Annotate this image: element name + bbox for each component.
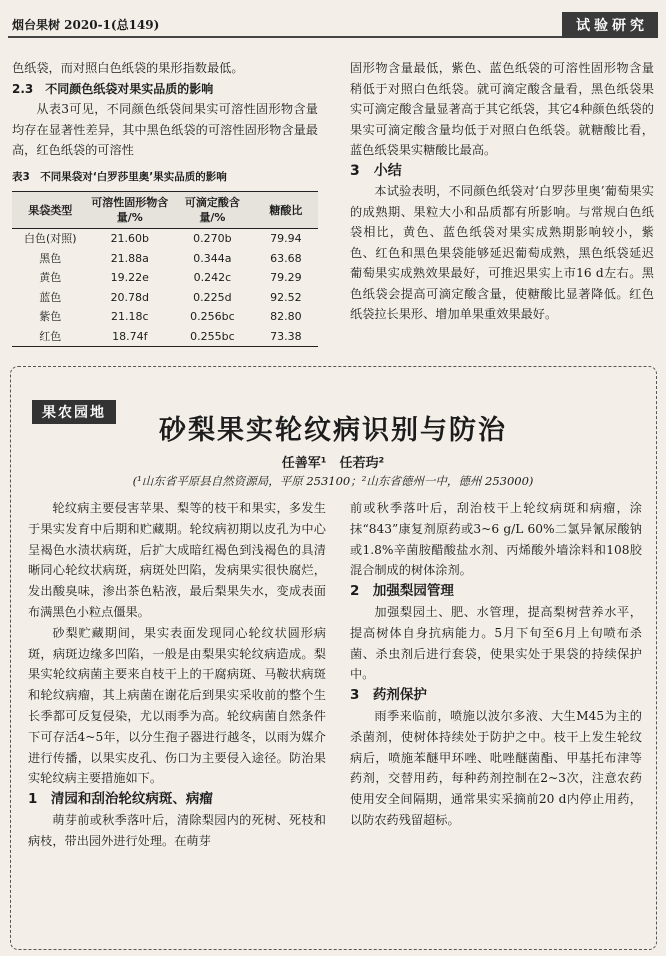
table-cell: 21.60b — [110, 232, 150, 245]
section-label: 试验研究 — [562, 12, 658, 38]
article-title: 砂梨果实轮纹病识别与防治 — [159, 415, 507, 446]
paragraph: 萌芽前或秋季落叶后，清除梨园内的死树、死枝和病枝，带出园外进行处理。在萌芽 — [28, 812, 326, 848]
table-cell: 21.18c — [111, 310, 149, 323]
table-cell: 黄色 — [39, 271, 62, 284]
column-tag: 果农园地 — [32, 400, 116, 424]
table-cell: 73.38 — [254, 327, 318, 347]
table-caption: 表3 不同果袋对‘白罗莎里奥’果实品质的影响 — [12, 170, 227, 183]
table-cell: 82.80 — [270, 310, 302, 323]
section-heading-2-3: 2.3 不同颜色纸袋对果实品质的影响 — [12, 81, 214, 96]
paragraph: 砂梨贮藏期间，果实表面发现同心轮纹状圆形病斑，病斑边缘多凹陷，一般是由梨果实轮纹病造成。梨果实轮纹病菌主要来自枝干上的干腐病斑、马鞍状病斑和轮纹病瘤，其上病菌在谢花后到果实采收前的整个生长季都可反复侵染，尤以雨季为高。轮纹病菌自然条件下可存活4~5年，以分生孢子器进行越冬，以雨为媒介进行传播，以果实皮孔、伤口为主要侵入途径。防治果实轮纹病主要措施如下。 — [28, 625, 326, 786]
page-header — [8, 12, 658, 38]
table-cell: 0.255bc — [171, 327, 254, 347]
table-cell: 红色 — [12, 327, 89, 347]
table-row — [12, 288, 318, 308]
paragraph: 加强梨园土、肥、水管理，提高梨树营养水平，提高树体自身抗病能力。5月下旬至6月上旬喷布杀菌、杀虫剂后进行套袋，使果实处于果袋的持续保护中。 — [350, 604, 642, 682]
section-heading-3b: 3 药剂保护 — [350, 687, 427, 704]
article-affiliation: (¹山东省平原县自然资源局，平原 253100；²山东省德州一中，德州 253000) — [132, 474, 534, 488]
table-cell: 0.242c — [193, 271, 232, 284]
paragraph: 前或秋季落叶后，刮治枝干上轮纹病斑和病瘤，涂抹“843”康复剂原药或3~6 g/L 60%二氯异氰尿酸钠或1.8%辛菌胺醋酸盐水剂、丙烯酸外墙涂料和108胶混合制成的树体涂剂。 — [350, 501, 642, 578]
table-cell: 19.22e — [110, 271, 149, 284]
section-heading-3: 3 小结 — [350, 162, 402, 179]
paragraph: 固形物含量最低，紫色、蓝色纸袋的可溶性固形物含量稍低于对照白色纸袋。就可滴定酸含量看，黑色纸袋果实可滴定酸含量显著高于其它纸袋，其它4种颜色纸袋的果实可滴定酸含量均低于对照白色纸袋。就糖酸比看，蓝色纸袋果实糖酸比最高。 — [350, 61, 654, 157]
table-cell: 黑色 — [39, 251, 62, 265]
table-cell: 20.78d — [110, 290, 150, 304]
table-cell: 紫色 — [39, 310, 62, 323]
table-row — [12, 268, 318, 288]
table-row — [12, 229, 318, 249]
table-cell: 92.52 — [270, 290, 302, 304]
table-cell: 白色(对照) — [23, 232, 77, 245]
top-right-column — [350, 58, 654, 325]
paragraph: 轮纹病主要侵害苹果、梨等的枝干和果实，多发生于果实发育中后期和贮藏期。轮纹病初期以皮孔为中心呈褐色水渍状病斑，后扩大成暗红褐色到浅褐色的具清晰同心轮纹状病斑，病斑处凹陷，发病果实很快腐烂，发出酸臭味，渗出茶色粘液，最后梨果失水，变成表面布满黑色小粒点僵果。 — [28, 501, 326, 619]
fruit-quality-table — [12, 191, 318, 347]
top-left-column — [12, 58, 318, 347]
section-heading-2: 2 加强梨园管理 — [350, 583, 454, 600]
table-row — [12, 249, 318, 269]
table-cell: 0.256bc — [190, 310, 235, 323]
table-cell: 0.225d — [193, 290, 232, 304]
paragraph: 雨季来临前，喷施以波尔多液、大生M45为主的杀菌剂，使树体持续处于防护之中。枝干上发生轮纹病后，喷施苯醚甲环唑、吡唑醚菌酯、甲基托布津等药剂，交替用药，每种药剂控制在2~3次，注意农药使用安全间隔期，通常果实采摘前20 d内停止用药，以防农药残留超标。 — [350, 708, 642, 827]
journal-name: 烟台果树 2020-1(总149) — [12, 18, 160, 32]
table-header-row — [12, 192, 318, 229]
table-cell: 63.68 — [270, 251, 302, 265]
table-row — [12, 327, 318, 347]
table-cell: 0.344a — [193, 251, 232, 265]
table-row — [12, 307, 318, 327]
table-header: 果袋类型 — [12, 192, 89, 229]
paragraph: 色纸袋，而对照白色纸袋的果形指数最低。 — [12, 61, 244, 75]
table-cell: 79.29 — [270, 271, 302, 284]
table-cell: 79.94 — [270, 232, 302, 245]
paragraph: 本试验表明，不同颜色纸袋对‘白罗莎里奥’葡萄果实的成熟期、果粒大小和品质都有所影响。与常规白色纸袋相比，黄色、蓝色纸袋对果实成熟期影响较小，紫色、红色和黑色果袋能够延迟葡萄成熟，黑色纸袋延迟葡萄果实成熟效果最好，可推迟果实上市16 d左右。黑色纸袋会提高可滴定酸含量，使糖酸比显著降低。红色纸袋拉长果形、增加单果重效果最好。 — [350, 184, 654, 321]
table-cell: 21.88a — [110, 251, 149, 265]
table-header: 可溶性固形物含量/% — [89, 192, 172, 229]
table-cell: 0.270b — [193, 232, 232, 245]
table-cell: 蓝色 — [39, 290, 62, 304]
section-heading-1: 1 清园和刮治轮纹病斑、病瘤 — [28, 791, 213, 808]
article-left-column — [28, 498, 326, 852]
table-header: 糖酸比 — [254, 192, 318, 229]
table-header: 可滴定酸含量/% — [171, 192, 254, 229]
article-right-column — [350, 498, 642, 831]
paragraph: 从表3可见，不同颜色纸袋间果实可溶性固形物含量均存在显著性差异，其中黑色纸袋的可溶性固形物含量最高，红色纸袋的可溶性 — [12, 102, 318, 157]
article-authors: 任善军¹ 任若玙² — [281, 456, 385, 471]
table-cell: 18.74f — [89, 327, 172, 347]
